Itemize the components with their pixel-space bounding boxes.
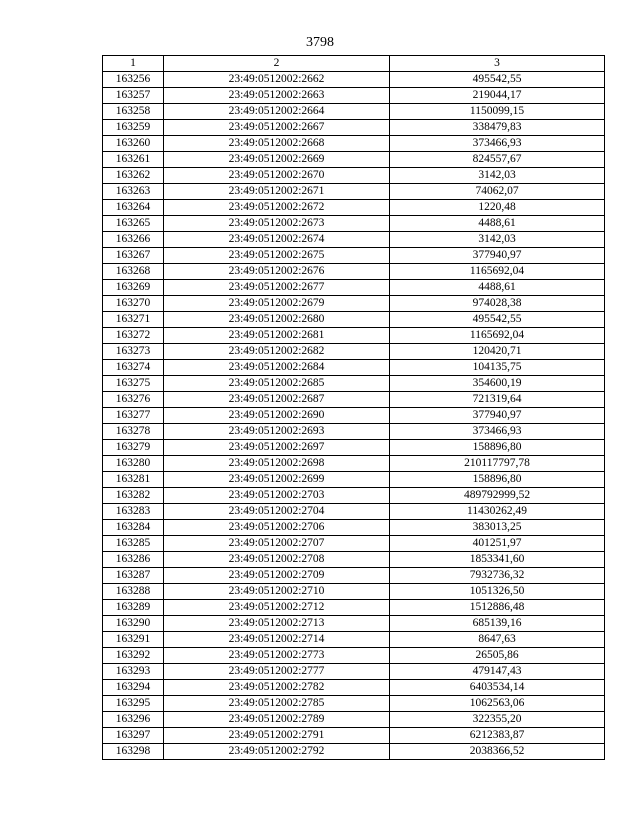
cell-row-number: 163260 [103,136,164,152]
cell-value: 338479,83 [390,120,605,136]
cell-cadastral-number: 23:49:0512002:2662 [164,72,390,88]
cell-value: 7932736,32 [390,568,605,584]
cell-value: 1165692,04 [390,264,605,280]
cell-row-number: 163290 [103,616,164,632]
table-header-row [103,56,605,72]
cell-row-number: 163264 [103,200,164,216]
cell-row-number: 163271 [103,312,164,328]
cell-value: 1165692,04 [390,328,605,344]
cell-row-number: 163291 [103,632,164,648]
cell-cadastral-number: 23:49:0512002:2681 [164,328,390,344]
table-row [103,424,605,440]
cell-cadastral-number: 23:49:0512002:2785 [164,696,390,712]
cell-value: 158896,80 [390,472,605,488]
cell-cadastral-number: 23:49:0512002:2714 [164,632,390,648]
cell-value: 6403534,14 [390,680,605,696]
table-row [103,184,605,200]
cell-row-number: 163259 [103,120,164,136]
table-row [103,120,605,136]
table-row [103,712,605,728]
cell-value: 104135,75 [390,360,605,376]
table-row [103,584,605,600]
table-row [103,600,605,616]
cell-row-number: 163287 [103,568,164,584]
cell-row-number: 163296 [103,712,164,728]
cell-value: 1062563,06 [390,696,605,712]
cell-row-number: 163265 [103,216,164,232]
table-row [103,232,605,248]
cell-cadastral-number: 23:49:0512002:2782 [164,680,390,696]
table-row [103,408,605,424]
page-number: 3798 [306,35,334,50]
cell-cadastral-number: 23:49:0512002:2712 [164,600,390,616]
table-row [103,200,605,216]
cell-value: 322355,20 [390,712,605,728]
cell-cadastral-number: 23:49:0512002:2671 [164,184,390,200]
cell-cadastral-number: 23:49:0512002:2777 [164,664,390,680]
cell-value: 377940,97 [390,408,605,424]
cell-cadastral-number: 23:49:0512002:2674 [164,232,390,248]
cell-row-number: 163272 [103,328,164,344]
table-row [103,744,605,760]
table-row [103,152,605,168]
cell-value: 26505,86 [390,648,605,664]
cell-row-number: 163267 [103,248,164,264]
cell-row-number: 163270 [103,296,164,312]
cell-value: 1150099,15 [390,104,605,120]
table-row [103,552,605,568]
cell-value: 479147,43 [390,664,605,680]
table-row [103,504,605,520]
column-header-value: 3 [390,56,605,72]
cell-row-number: 163279 [103,440,164,456]
cell-value: 1220,48 [390,200,605,216]
cell-row-number: 163292 [103,648,164,664]
cell-cadastral-number: 23:49:0512002:2698 [164,456,390,472]
cell-value: 495542,55 [390,72,605,88]
table-row [103,456,605,472]
cell-row-number: 163284 [103,520,164,536]
cell-row-number: 163285 [103,536,164,552]
cell-value: 210117797,78 [390,456,605,472]
cell-row-number: 163261 [103,152,164,168]
cell-cadastral-number: 23:49:0512002:2706 [164,520,390,536]
cell-cadastral-number: 23:49:0512002:2664 [164,104,390,120]
cell-row-number: 163282 [103,488,164,504]
table-row [103,344,605,360]
cell-value: 383013,25 [390,520,605,536]
cell-row-number: 163274 [103,360,164,376]
cell-cadastral-number: 23:49:0512002:2792 [164,744,390,760]
cell-cadastral-number: 23:49:0512002:2773 [164,648,390,664]
cell-row-number: 163257 [103,88,164,104]
cell-value: 495542,55 [390,312,605,328]
cell-row-number: 163275 [103,376,164,392]
table-row [103,360,605,376]
table-row [103,440,605,456]
cell-row-number: 163289 [103,600,164,616]
table-body [103,72,605,760]
table-row [103,392,605,408]
cell-cadastral-number: 23:49:0512002:2679 [164,296,390,312]
cell-value: 1512886,48 [390,600,605,616]
cell-value: 120420,71 [390,344,605,360]
table-row [103,632,605,648]
cell-cadastral-number: 23:49:0512002:2699 [164,472,390,488]
cell-value: 2038366,52 [390,744,605,760]
cell-cadastral-number: 23:49:0512002:2677 [164,280,390,296]
table-row [103,88,605,104]
cell-cadastral-number: 23:49:0512002:2685 [164,376,390,392]
cell-value: 685139,16 [390,616,605,632]
table-row [103,472,605,488]
cell-cadastral-number: 23:49:0512002:2672 [164,200,390,216]
table-row [103,296,605,312]
cell-cadastral-number: 23:49:0512002:2713 [164,616,390,632]
cell-row-number: 163278 [103,424,164,440]
cell-value: 11430262,49 [390,504,605,520]
cell-cadastral-number: 23:49:0512002:2670 [164,168,390,184]
cell-row-number: 163277 [103,408,164,424]
cell-cadastral-number: 23:49:0512002:2710 [164,584,390,600]
cell-value: 377940,97 [390,248,605,264]
cell-cadastral-number: 23:49:0512002:2709 [164,568,390,584]
table-row [103,696,605,712]
table-row [103,520,605,536]
table-row [103,168,605,184]
cell-value: 401251,97 [390,536,605,552]
cell-cadastral-number: 23:49:0512002:2693 [164,424,390,440]
cell-row-number: 163297 [103,728,164,744]
cell-value: 74062,07 [390,184,605,200]
cell-value: 721319,64 [390,392,605,408]
cell-value: 489792999,52 [390,488,605,504]
cell-value: 6212383,87 [390,728,605,744]
table-row [103,312,605,328]
cell-cadastral-number: 23:49:0512002:2697 [164,440,390,456]
cell-value: 974028,38 [390,296,605,312]
table-row [103,648,605,664]
cell-value: 824557,67 [390,152,605,168]
cell-row-number: 163295 [103,696,164,712]
cell-cadastral-number: 23:49:0512002:2704 [164,504,390,520]
cell-cadastral-number: 23:49:0512002:2668 [164,136,390,152]
table-row [103,680,605,696]
cell-row-number: 163293 [103,664,164,680]
table-row [103,104,605,120]
cell-cadastral-number: 23:49:0512002:2682 [164,344,390,360]
cell-value: 219044,17 [390,88,605,104]
cell-value: 4488,61 [390,216,605,232]
table-row [103,72,605,88]
cell-row-number: 163269 [103,280,164,296]
cell-cadastral-number: 23:49:0512002:2667 [164,120,390,136]
table-row [103,248,605,264]
cell-value: 4488,61 [390,280,605,296]
table-row [103,728,605,744]
cell-cadastral-number: 23:49:0512002:2669 [164,152,390,168]
cell-row-number: 163268 [103,264,164,280]
cell-cadastral-number: 23:49:0512002:2684 [164,360,390,376]
table-row [103,568,605,584]
cell-row-number: 163258 [103,104,164,120]
cell-value: 3142,03 [390,168,605,184]
cell-cadastral-number: 23:49:0512002:2663 [164,88,390,104]
cadastral-value-table [102,55,605,760]
cell-cadastral-number: 23:49:0512002:2789 [164,712,390,728]
table-row [103,216,605,232]
cell-cadastral-number: 23:49:0512002:2707 [164,536,390,552]
cell-value: 3142,03 [390,232,605,248]
cell-value: 1853341,60 [390,552,605,568]
cell-row-number: 163263 [103,184,164,200]
table-row [103,264,605,280]
cell-cadastral-number: 23:49:0512002:2675 [164,248,390,264]
cell-row-number: 163266 [103,232,164,248]
cell-row-number: 163280 [103,456,164,472]
cell-row-number: 163276 [103,392,164,408]
cell-value: 158896,80 [390,440,605,456]
cell-cadastral-number: 23:49:0512002:2687 [164,392,390,408]
column-header-number: 1 [103,56,164,72]
cell-value: 373466,93 [390,136,605,152]
cell-cadastral-number: 23:49:0512002:2703 [164,488,390,504]
cell-row-number: 163283 [103,504,164,520]
table-row [103,536,605,552]
table-row [103,136,605,152]
table-row [103,664,605,680]
cell-cadastral-number: 23:49:0512002:2673 [164,216,390,232]
cell-row-number: 163281 [103,472,164,488]
cell-cadastral-number: 23:49:0512002:2680 [164,312,390,328]
cell-row-number: 163288 [103,584,164,600]
cell-cadastral-number: 23:49:0512002:2708 [164,552,390,568]
table-row [103,616,605,632]
cell-cadastral-number: 23:49:0512002:2791 [164,728,390,744]
table-row [103,488,605,504]
cell-cadastral-number: 23:49:0512002:2690 [164,408,390,424]
table-row [103,376,605,392]
cell-row-number: 163286 [103,552,164,568]
cell-value: 1051326,50 [390,584,605,600]
cell-value: 8647,63 [390,632,605,648]
cell-row-number: 163256 [103,72,164,88]
cell-row-number: 163262 [103,168,164,184]
cell-value: 373466,93 [390,424,605,440]
table-row [103,280,605,296]
cell-cadastral-number: 23:49:0512002:2676 [164,264,390,280]
cell-row-number: 163298 [103,744,164,760]
cell-row-number: 163273 [103,344,164,360]
column-header-cadastral-number: 2 [164,56,390,72]
cell-row-number: 163294 [103,680,164,696]
table-row [103,328,605,344]
cell-value: 354600,19 [390,376,605,392]
